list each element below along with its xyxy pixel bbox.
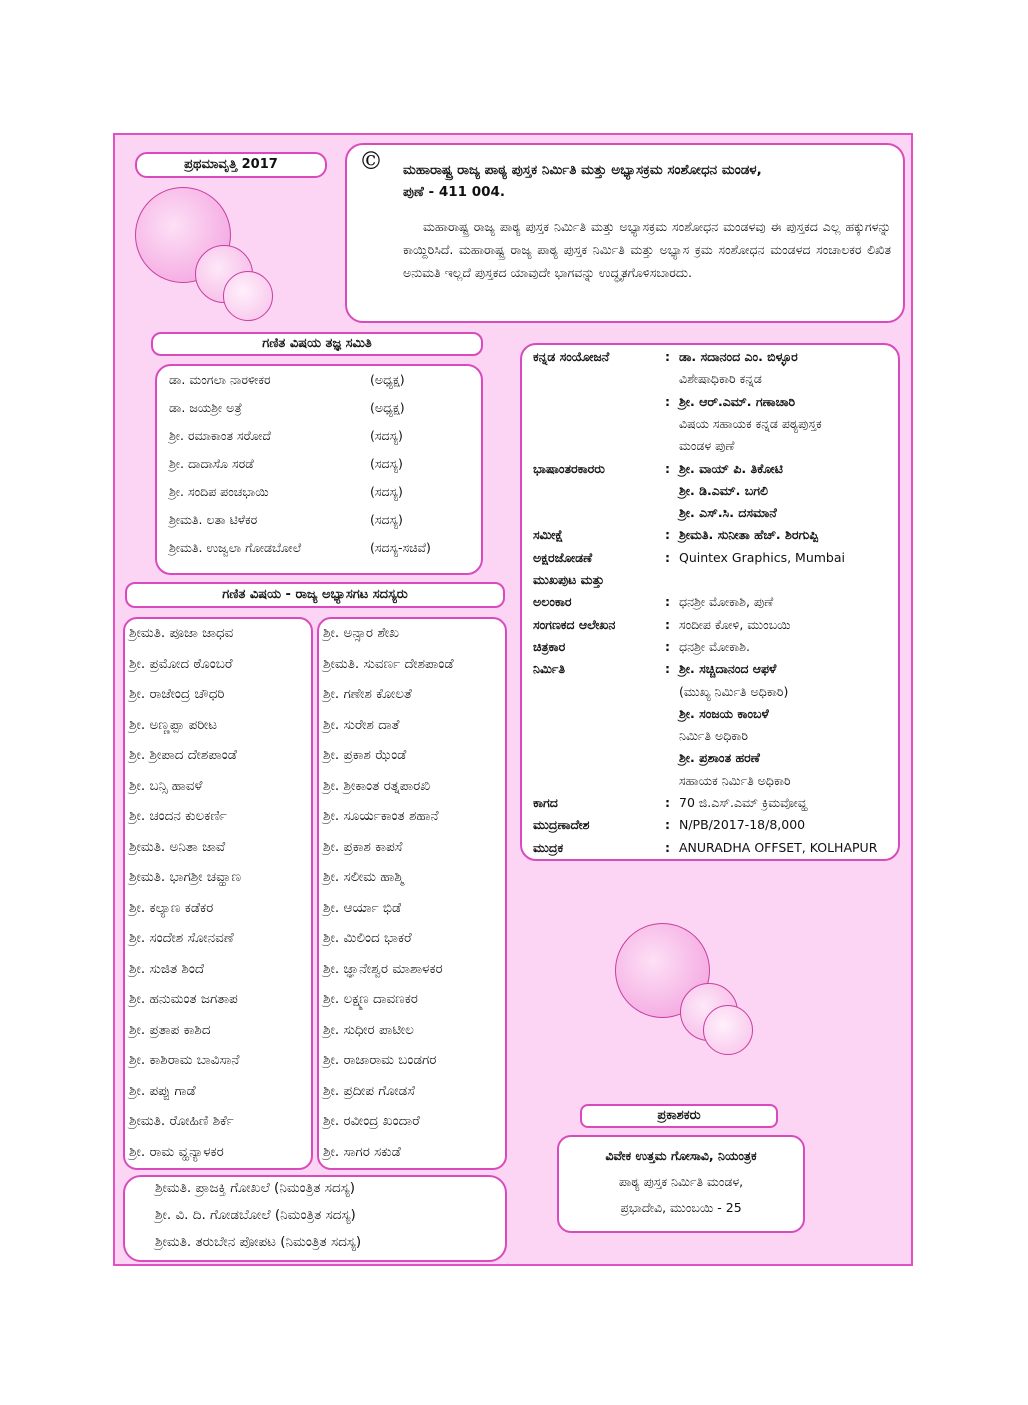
credit-colon: : <box>665 393 670 409</box>
study-member-left: ಶ್ರೀ. ಶ್ರೀಪಾದ ದೇಶಪಾಂಡೆ <box>129 747 237 763</box>
credit-value: ಸಂದೀಪ ಕೋಳಿ, ಮುಂಬಯಿ <box>679 616 791 632</box>
credit-value: ಶ್ರೀ. ಎಸ್.ಸಿ. ದಸಮಾನೆ <box>679 505 777 521</box>
study-member-left: ಶ್ರೀ. ಸಂದೇಶ ಸೋನವಣೆ <box>129 930 234 946</box>
study-member-left: ಶ್ರೀ. ಕಲ್ಯಾಣ ಕಡೆಕರ <box>129 899 214 916</box>
study-member-left: ಶ್ರೀ. ರಾಜೇಂದ್ರ ಚೌಧರಿ <box>129 686 225 702</box>
study-member-right: ಶ್ರೀ. ಜ್ಞಾನೇಶ್ವರ ಮಾಶಾಳಕರ <box>323 960 443 977</box>
credit-value: ವಿಶೇಷಾಧಿಕಾರಿ ಕನ್ನಡ <box>679 371 762 387</box>
credit-label: ಮುದ್ರಣಾದೇಶ <box>533 817 590 833</box>
credit-value: ಶ್ರೀ. ಸಚ್ಚಿದಾನಂದ ಆಫಳೆ <box>679 661 777 677</box>
credit-value: ಧನಶ್ರೀ ಮೋಕಾಶಿ, ಪುಣೆ <box>679 594 774 610</box>
credit-label: ನಿರ್ಮಿತಿ <box>533 661 566 677</box>
study-member-left: ಶ್ರೀ. ಬನ್ಸಿ ಹಾವಳೆ <box>129 777 203 794</box>
study-member-right: ಶ್ರೀ. ಪ್ರದೀಪ ಗೋಡಸೆ <box>323 1082 415 1099</box>
committee-member-name: ಶ್ರೀ. ರಮಾಕಾಂತ ಸರೋದೆ <box>169 428 271 443</box>
committee-member-name: ಶ್ರೀಮತಿ. ಉಜ್ವಲಾ ಗೋಡಬೋಲೆ <box>169 540 302 555</box>
copyright-icon: © <box>359 147 383 175</box>
credit-value: ಡಾ. ಸದಾನಂದ ಎಂ. ಬಿಳ್ಳೂರ <box>679 349 798 364</box>
credit-label: ಅಕ್ಷರಜೋಡಣೆ <box>533 549 593 565</box>
study-group-title: ಗಣಿತ ವಿಷಯ - ರಾಜ್ಯ ಅಭ್ಯಾಸಗಟ ಸದಸ್ಯರು <box>125 582 505 608</box>
publisher-name: ವಿವೇಕ ಉತ್ತಮ ಗೋಸಾವಿ, ನಿಯಂತ್ರಕ <box>605 1148 757 1163</box>
study-member-left: ಶ್ರೀ. ಪ್ರತಾಪ ಕಾಶಿದ <box>129 1021 211 1038</box>
study-member-right: ಶ್ರೀ. ಶ್ರೀಕಾಂತ ರತ್ನಪಾರಖಿ <box>323 777 431 794</box>
committee-member-role: (ಸದಸ್ಯ-ಸಚಿವೆ) <box>370 540 431 555</box>
credit-label: ಮುದ್ರಕ <box>533 839 564 855</box>
credit-colon: : <box>665 594 670 610</box>
credit-colon: : <box>665 839 670 855</box>
credit-value: ಶ್ರೀ. ಪ್ರಶಾಂತ ಹರಣೆ <box>679 750 760 766</box>
study-member-left: ಶ್ರೀಮತಿ. ರೋಹಿಣಿ ಶಿರ್ಕೆ <box>129 1113 234 1129</box>
committee-member-name: ಶ್ರೀಮತಿ. ಲತಾ ಟಿಳೆಕರ <box>169 512 258 527</box>
credit-label: ಭಾಷಾಂತರಕಾರರು <box>533 460 605 476</box>
publisher-org: ಪಾಠ್ಯ ಪುಸ್ತಕ ನಿರ್ಮಿತಿ ಮಂಡಳ, <box>618 1174 744 1189</box>
study-member-right: ಶ್ರೀಮತಿ. ಸುವರ್ಣ ದೇಶಪಾಂಡೆ <box>323 655 454 672</box>
credit-colon: : <box>665 460 670 476</box>
credit-colon: : <box>665 795 670 810</box>
copyright-notice <box>345 143 905 323</box>
credit-label: ಸಮೀಕ್ಷೆ <box>533 527 564 543</box>
study-member-right: ಶ್ರೀ. ಅನ್ಸಾರ ಶೇಖ <box>323 625 400 641</box>
credit-label: ಅಲಂಕಾರ <box>533 594 572 610</box>
study-member-left: ಶ್ರೀಮತಿ. ಅನಿತಾ ಜಾವೆ <box>129 838 226 855</box>
notice-body: ಮಹಾರಾಷ್ಟ್ರ ರಾಜ್ಯ ಪಾಠ್ಯ ಪುಸ್ತಕ ನಿರ್ಮಿತಿ ಮತ್ತು ಅಭ್ಯಾಸಕ್ರಮ ಸಂಶೋಧನ ಮಂಡಳವು ಈ ಪುಸ್ತಕದ ಎಲ್ಲ ಹಕ್ಕುಗಳನ್ನು ಕಾಯ್ದಿರಿಸಿದೆ. ಮಹಾರಾಷ್ಟ್ರ ರಾಜ್ಯ ಪಾಠ್ಯ ಪುಸ್ತಕ ನಿರ್ಮಿತಿ ಮತ್ತು ಅಭ್ಯಾಸ ಕ್ರಮ ಸಂಶೋಧನ ಮಂಡಳದ ಸಂಚಾಲಕರ ಲಿಖಿತ ಅನುಮತಿ ಇಲ್ಲದೆ ಪುಸ್ತಕದ ಯಾವುದೇ ಭಾಗವನ್ನು ಉದ್ಧೃತಗೊಳಿಸಬಾರದು. <box>403 219 891 280</box>
study-member-left: ಶ್ರೀಮತಿ. ಭಾಗಶ್ರೀ ಚವ್ಹಾಣ <box>129 869 242 885</box>
invited-member: ಶ್ರೀ. ವಿ. ದಿ. ಗೋಡಬೋಲೆ (ನಿಮಂತ್ರಿತ ಸದಸ್ಯ) <box>155 1207 356 1223</box>
study-member-right: ಶ್ರೀ. ಲಕ್ಷ್ಮಣ ದಾವಣಕರ <box>323 991 418 1007</box>
study-member-right: ಶ್ರೀ. ರವೀಂದ್ರ ಖಂದಾರೆ <box>323 1113 420 1129</box>
credit-value: ಶ್ರೀ. ಸಂಜಯ ಕಾಂಬಳೆ <box>679 705 769 721</box>
committee-member-role: (ಸದಸ್ಯ) <box>370 484 403 499</box>
credit-value: ಶ್ರೀ. ವಾಯ್ ಪಿ. ತಿಕೋಟಿ <box>679 460 783 476</box>
committee-member-name: ಡಾ. ಮಂಗಲಾ ನಾರಳೀಕರ <box>169 372 271 387</box>
study-member-left: ಶ್ರೀ. ಹನುಮಂತ ಜಗತಾಪ <box>129 991 238 1007</box>
credit-value: ANURADHA OFFSET, KOLHAPUR <box>679 839 878 855</box>
study-member-right: ಶ್ರೀ. ಸಲೀಮ ಹಾಶ್ಮಿ <box>323 869 404 885</box>
committee-member-name: ಶ್ರೀ. ಸಂದಿಪ ಪಂಚಭಾಯಿ <box>169 484 269 499</box>
publisher-box <box>557 1135 805 1233</box>
committee-member-role: (ಸದಸ್ಯ) <box>370 428 403 443</box>
study-member-right: ಶ್ರೀ. ಪ್ರಕಾಶ ಝೆಂಡೆ <box>323 747 407 763</box>
credit-value: ಶ್ರೀ. ಡಿ.ಎಮ್. ಬಗಲಿ <box>679 482 768 498</box>
study-member-right: ಶ್ರೀ. ಗಣೇಶ ಕೋಲತೆ <box>323 686 412 702</box>
study-member-left: ಶ್ರೀ. ರಾಮ ವ್ಹನ್ಯಾಳಕರ <box>129 1143 224 1160</box>
credit-value: ನಿರ್ಮಿತಿ ಅಧಿಕಾರಿ <box>679 728 748 744</box>
imprint-page <box>113 133 913 1266</box>
committee-member-role: (ಸದಸ್ಯ) <box>370 512 403 527</box>
study-member-right: ಶ್ರೀ. ಪ್ರಕಾಶ ಕಾಪಸೆ <box>323 838 403 855</box>
edition-label: ಪ್ರಥಮಾವೃತ್ತಿ 2017 <box>135 152 327 178</box>
credit-value: ಮಂಡಳ ಪುಣೆ <box>679 438 735 454</box>
invited-member: ಶ್ರೀಮತಿ. ತರುಬೇನ ಪೋಪಟ (ನಿಮಂತ್ರಿತ ಸದಸ್ಯ) <box>155 1234 362 1250</box>
study-member-right: ಶ್ರೀ. ಸುರೇಶ ದಾತೆ <box>323 716 400 733</box>
study-member-right: ಶ್ರೀ. ಆರ್ಯಾ ಭಿಡೆ <box>323 899 402 916</box>
study-member-left: ಶ್ರೀ. ಪಪ್ಪು ಗಾಡೆ <box>129 1082 196 1099</box>
study-member-left: ಶ್ರೀ. ಪ್ರಮೋದ ಠೊಂಬರೆ <box>129 655 233 672</box>
study-member-left: ಶ್ರೀ. ಸುಜಿತ ಶಿಂದೆ <box>129 960 205 977</box>
committee-member-name: ಡಾ. ಜಯಶ್ರೀ ಅತ್ರೆ <box>169 400 242 415</box>
committee-member-role: (ಸದಸ್ಯ) <box>370 456 403 471</box>
credit-value: ಸಹಾಯಕ ನಿರ್ಮಿತಿ ಅಧಿಕಾರಿ <box>679 772 791 788</box>
credit-label: ಚಿತ್ರಕಾರ <box>533 638 566 654</box>
credit-colon: : <box>665 349 670 364</box>
credit-colon: : <box>665 661 670 677</box>
study-member-left: ಶ್ರೀ. ಅಣ್ಣಪ್ಪಾ ಪರೀಟ <box>129 716 218 733</box>
invited-member: ಶ್ರೀಮತಿ. ಪ್ರಾಜಕ್ತಿ ಗೋಖಲೆ (ನಿಮಂತ್ರಿತ ಸದಸ್ಯ) <box>155 1180 355 1196</box>
publisher-address: ಪ್ರಭಾದೇವಿ, ಮುಂಬಯಿ - 25 <box>620 1200 742 1215</box>
committee-member-name: ಶ್ರೀ. ದಾದಾಸೊ ಸರಡೆ <box>169 456 254 471</box>
committee-member-role: (ಅಧ್ಯಕ್ಷ) <box>370 372 405 387</box>
study-member-left: ಶ್ರೀ. ಕಾಶಿರಾಮ ಬಾವಿಸಾನೆ <box>129 1052 240 1068</box>
credit-value: N/PB/2017-18/8,000 <box>679 817 806 833</box>
credit-value: ವಿಷಯ ಸಹಾಯಕ ಕನ್ನಡ ಪಠ್ಯಪುಸ್ತಕ <box>679 415 822 431</box>
expert-committee-title: ಗಣಿತ ವಿಷಯ ತಜ್ಞ ಸಮಿತಿ <box>151 332 483 356</box>
credit-label: ಸಂಗಣಕದ ಆಲೇಖನ <box>533 616 616 632</box>
credit-colon: : <box>665 638 670 654</box>
publisher-title: ಪ್ರಕಾಶಕರು <box>580 1104 778 1128</box>
credit-colon: : <box>665 549 670 565</box>
study-member-right: ಶ್ರೀ. ಸುಧೀರ ಪಾಟೀಲ <box>323 1021 414 1038</box>
credit-value: Quintex Graphics, Mumbai <box>679 549 845 565</box>
study-member-right: ಶ್ರೀ. ಸೂರ್ಯಕಾಂತ ಶಹಾನೆ <box>323 808 439 824</box>
credit-label: ಕನ್ನಡ ಸಂಯೋಜನೆ <box>533 349 610 364</box>
study-member-right: ಶ್ರೀ. ಮಿಲಿಂದ ಭಾಕರೆ <box>323 930 412 946</box>
notice-heading: ಮಹಾರಾಷ್ಟ್ರ ರಾಜ್ಯ ಪಾಠ್ಯ ಪುಸ್ತಕ ನಿರ್ಮಿತಿ ಮತ್ತು ಅಭ್ಯಾಸಕ್ರಮ ಸಂಶೋಧನ ಮಂಡಳ, ಪುಣೆ - 411 004. <box>403 162 762 200</box>
study-member-left: ಶ್ರೀಮತಿ. ಪೂಜಾ ಜಾಧವ <box>129 625 234 641</box>
credit-label: ಮುಖಪುಟ ಮತ್ತು <box>533 572 605 587</box>
credit-label: ಕಾಗದ <box>533 795 558 810</box>
committee-member-role: (ಅಧ್ಯಕ್ಷ) <box>370 400 405 415</box>
study-member-right: ಶ್ರೀ. ಸಾಗರ ಸಕುಡೆ <box>323 1143 401 1160</box>
study-member-right: ಶ್ರೀ. ರಾಜಾರಾಮ ಬಂಡಗರ <box>323 1052 437 1068</box>
credit-value: ಶ್ರೀ. ಆರ್.ಎಮ್. ಗಣಾಚಾರಿ <box>679 393 796 409</box>
credit-colon: : <box>665 616 670 632</box>
credit-colon: : <box>665 817 670 833</box>
credit-value: 70 ಜಿ.ಎಸ್.ಎಮ್ ಕ್ರಿಮವೋವ್ಹ <box>679 795 808 810</box>
decor-circle-small <box>223 271 273 321</box>
decor-circle-small-2 <box>703 1005 753 1055</box>
credit-value: ಧನಶ್ರೀ ಮೋಕಾಶಿ. <box>679 638 750 654</box>
credit-value: (ಮುಖ್ಯ ನಿರ್ಮಿತಿ ಅಧಿಕಾರಿ) <box>679 683 789 699</box>
credit-colon: : <box>665 527 670 543</box>
study-member-left: ಶ್ರೀ. ಚಂದನ ಕುಲಕರ್ಣಿ <box>129 808 227 824</box>
credit-value: ಶ್ರೀಮತಿ. ಸುನೀತಾ ಹೆಚ್. ಶಿರಗುಪ್ಪಿ <box>679 527 819 543</box>
